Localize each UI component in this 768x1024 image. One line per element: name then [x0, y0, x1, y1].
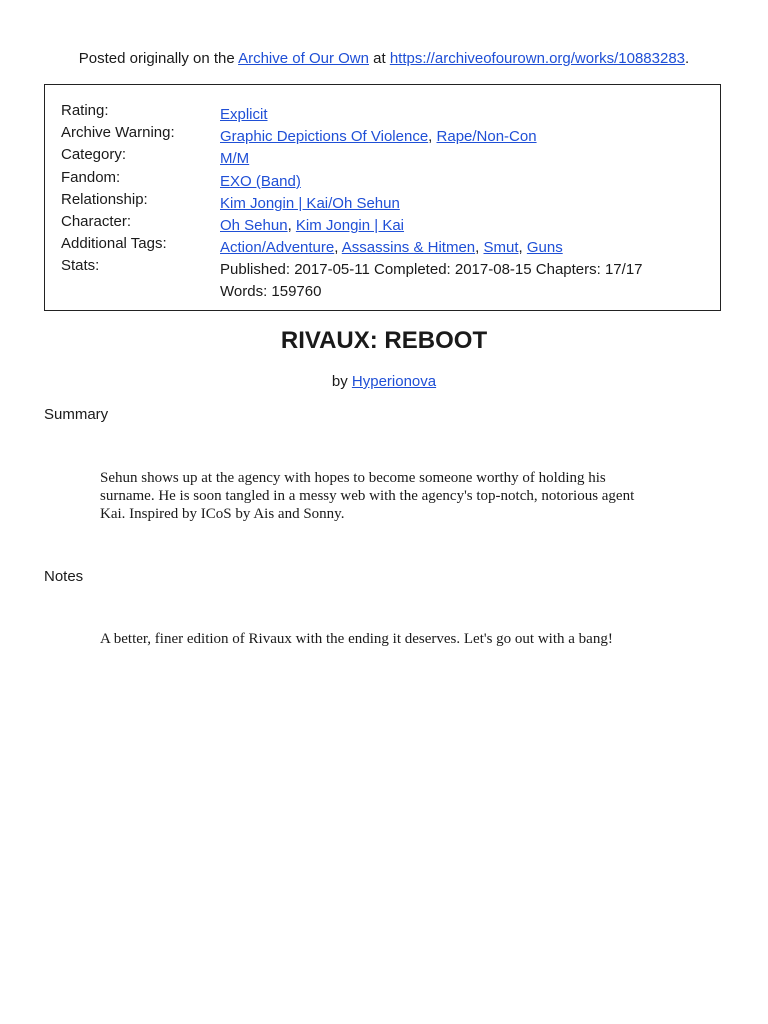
summary-heading: Summary — [44, 406, 109, 423]
character-kim-jongin-link[interactable]: Kim Jongin | Kai — [295, 217, 405, 234]
work-title: RIVAUX: REBOOT — [280, 327, 488, 354]
summary-text — [100, 469, 670, 523]
archive-of-our-own-link[interactable]: Archive of Our Own — [238, 50, 369, 67]
stats-line-words: Words: 159760 — [220, 283, 322, 300]
tag-assassins-hitmen-link[interactable]: Assassins & Hitmen — [341, 239, 476, 256]
rating-value — [220, 104, 690, 126]
warning-violence-link[interactable]: Graphic Depictions Of Violence — [220, 128, 429, 145]
fandom-value — [220, 171, 690, 193]
tag-action-adventure-link[interactable]: Action/Adventure — [220, 239, 335, 256]
author-link[interactable]: Hyperionova — [351, 373, 437, 390]
summary-line: Kai. Inspired by ICoS by Ais and Sonny. — [100, 506, 345, 522]
fandom-label: Fandom: — [61, 169, 121, 186]
relationship-label: Relationship: — [61, 191, 148, 208]
separator: , — [518, 239, 527, 256]
character-label: Character: — [61, 213, 132, 230]
posted-prefix: Posted originally on the — [78, 50, 239, 67]
category-mm-link[interactable]: M/M — [220, 150, 250, 167]
summary-line: Sehun shows up at the agency with hopes to become someone worthy of holding his — [100, 470, 606, 486]
relationship-kai-sehun-link[interactable]: Kim Jongin | Kai/Oh Sehun — [220, 195, 400, 212]
separator: , — [287, 217, 296, 234]
posted-middle: at — [368, 50, 390, 67]
by-prefix: by — [331, 373, 352, 390]
tag-smut-link[interactable]: Smut — [483, 239, 519, 256]
work-url-link[interactable]: https://archiveofourown.org/works/10883283 — [389, 50, 686, 67]
separator: , — [428, 128, 437, 145]
archive-warning-label: Archive Warning: — [61, 124, 175, 141]
stats-line-published: Published: 2017-05-11 Completed: 2017-08-15 Chapters: 17/17 — [220, 261, 643, 278]
notes-heading: Notes — [44, 568, 84, 585]
stats-label: Stats: — [61, 257, 100, 274]
fandom-exo-link[interactable]: EXO (Band) — [220, 173, 301, 190]
character-value — [220, 215, 690, 237]
relationship-value — [220, 193, 690, 215]
additional-tags-value — [220, 237, 690, 259]
archive-warning-value — [220, 126, 690, 148]
character-oh-sehun-link[interactable]: Oh Sehun — [220, 217, 288, 234]
summary-line: surname. He is soon tangled in a messy web with the agency's top-notch, notorious agent — [100, 488, 635, 504]
rating-explicit-link[interactable]: Explicit — [220, 106, 268, 123]
additional-tags-label: Additional Tags: — [61, 235, 167, 252]
category-label: Category: — [61, 146, 127, 163]
tag-guns-link[interactable]: Guns — [526, 239, 563, 256]
byline — [0, 372, 768, 392]
notes-text: A better, finer edition of Rivaux with the ending it deserves. Let's go out with a bang! — [100, 631, 613, 647]
separator: , — [334, 239, 342, 256]
posted-suffix: . — [685, 50, 690, 67]
separator: , — [475, 239, 484, 256]
stats-value — [220, 259, 690, 303]
work-metadata-box — [44, 84, 721, 311]
posted-originally-line — [0, 49, 768, 69]
rating-label: Rating: — [61, 102, 109, 119]
warning-noncon-link[interactable]: Rape/Non-Con — [436, 128, 537, 145]
category-value — [220, 148, 690, 170]
